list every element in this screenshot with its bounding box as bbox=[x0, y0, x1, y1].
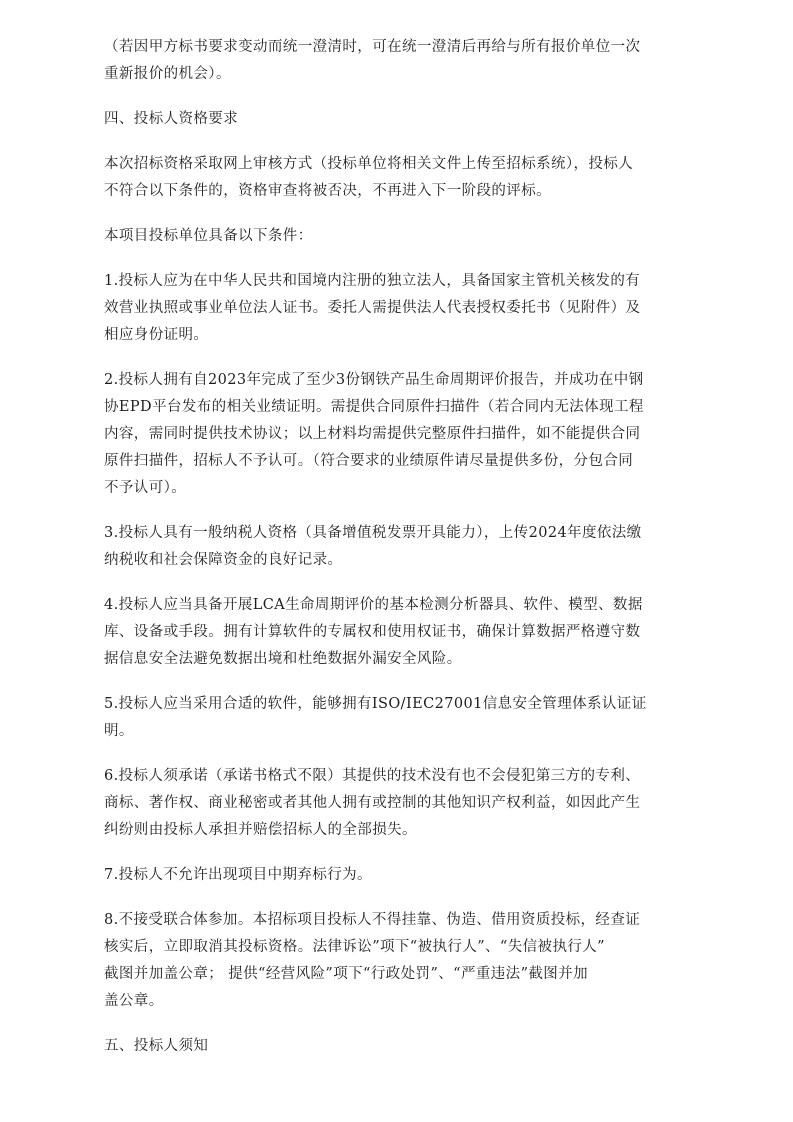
text-line: 四、投标人资格要求 bbox=[104, 111, 239, 127]
paragraph-condition-6 bbox=[104, 763, 694, 844]
text-line: 不予认可）。 bbox=[104, 480, 187, 496]
text-line: 据信息安全法避免数据出境和杜绝数据外漏安全风险。 bbox=[104, 651, 462, 667]
paragraph-condition-2 bbox=[104, 367, 694, 502]
text-line: 2.投标人拥有自2023年完成了至少3份钢铁产品生命周期评价报告，并成功在中钢 bbox=[104, 372, 644, 388]
text-line: 纳税收和社会保障资金的良好记录。 bbox=[104, 552, 343, 568]
text-line: 库、设备或手段。拥有计算软件的专属权和使用权证书，确保计算数据严格遵守数 bbox=[104, 624, 641, 640]
text-line: 7.投标人不允许出现项目中期弃标行为。 bbox=[104, 867, 372, 883]
text-line: 3.投标人具有一般纳税人资格（具备增值税发票开具能力），上传2024年度依法缴 bbox=[104, 525, 642, 541]
section-heading-section-four-heading bbox=[104, 106, 694, 133]
text-line: 不符合以下条件的，资格审查将被否决，不再进入下一阶段的评标。 bbox=[104, 183, 551, 199]
paragraph-rebid-note bbox=[104, 34, 694, 88]
text-line: 相应身份证明。 bbox=[104, 327, 209, 343]
paragraph-condition-8 bbox=[104, 907, 694, 1015]
text-line: 重新报价的机会）。 bbox=[104, 66, 231, 82]
paragraph-qualification-method bbox=[104, 151, 694, 205]
text-line: 五、投标人须知 bbox=[104, 1038, 209, 1054]
text-line: 纠纷则由投标人承担并赔偿招标人的全部损失。 bbox=[104, 822, 417, 838]
text-line: 核实后，立即取消其投标资格。法律诉讼”项下“被执行人”、“失信被执行人” bbox=[104, 939, 605, 955]
text-line: 6.投标人须承诺（承诺书格式不限）其提供的技术没有也不会侵犯第三方的专利、 bbox=[104, 768, 641, 784]
text-line: 4.投标人应当具备开展LCA生命周期评价的基本检测分析器具、软件、模型、数据 bbox=[104, 597, 643, 613]
text-line: 商标、著作权、商业秘密或者其他人拥有或控制的其他知识产权利益，如因此产生 bbox=[104, 795, 641, 811]
section-heading-section-five-heading bbox=[104, 1033, 694, 1060]
text-line: 1.投标人应为在中华人民共和国境内注册的独立法人，具备国家主管机关核发的有 bbox=[104, 273, 641, 289]
paragraph-condition-3 bbox=[104, 520, 694, 574]
paragraph-condition-1 bbox=[104, 268, 694, 349]
text-line: 本次招标资格采取网上审核方式（投标单位将相关文件上传至招标系统），投标人 bbox=[104, 156, 634, 172]
text-line: 盖公章。 bbox=[104, 993, 164, 1009]
paragraph-condition-4 bbox=[104, 592, 694, 673]
text-line: （若因甲方标书要求变动而统一澄清时，可在统一澄清后再给与所有报价单位一次 bbox=[104, 39, 641, 55]
paragraph-condition-7 bbox=[104, 862, 694, 889]
text-line: 效营业执照或事业单位法人证书。委托人需提供法人代表授权委托书（见附件）及 bbox=[104, 300, 641, 316]
paragraph-conditions-intro bbox=[104, 223, 694, 250]
text-line: 内容，需同时提供技术协议；以上材料均需提供完整原件扫描件，如不能提供合同 bbox=[104, 426, 641, 442]
document-body bbox=[104, 34, 694, 1078]
text-line: 截图并加盖公章； 提供“经营风险”项下“行政处罚”、“严重违法”截图并加 bbox=[104, 966, 588, 982]
text-line: 本项目投标单位具备以下条件： bbox=[104, 228, 313, 244]
text-line: 明。 bbox=[104, 723, 134, 739]
paragraph-condition-5 bbox=[104, 691, 694, 745]
text-line: 8.不接受联合体参加。本招标项目投标人不得挂靠、伪造、借用资质投标，经查证 bbox=[104, 912, 641, 928]
text-line: 原件扫描件，招标人不予认可。（符合要求的业绩原件请尽量提供多份，分包合同 bbox=[104, 453, 634, 469]
text-line: 协EPD平台发布的相关业绩证明。需提供合同原件扫描件（若合同内无法体现工程 bbox=[104, 399, 644, 415]
text-line: 5.投标人应当采用合适的软件，能够拥有ISO/IEC27001信息安全管理体系认证证 bbox=[104, 696, 647, 712]
